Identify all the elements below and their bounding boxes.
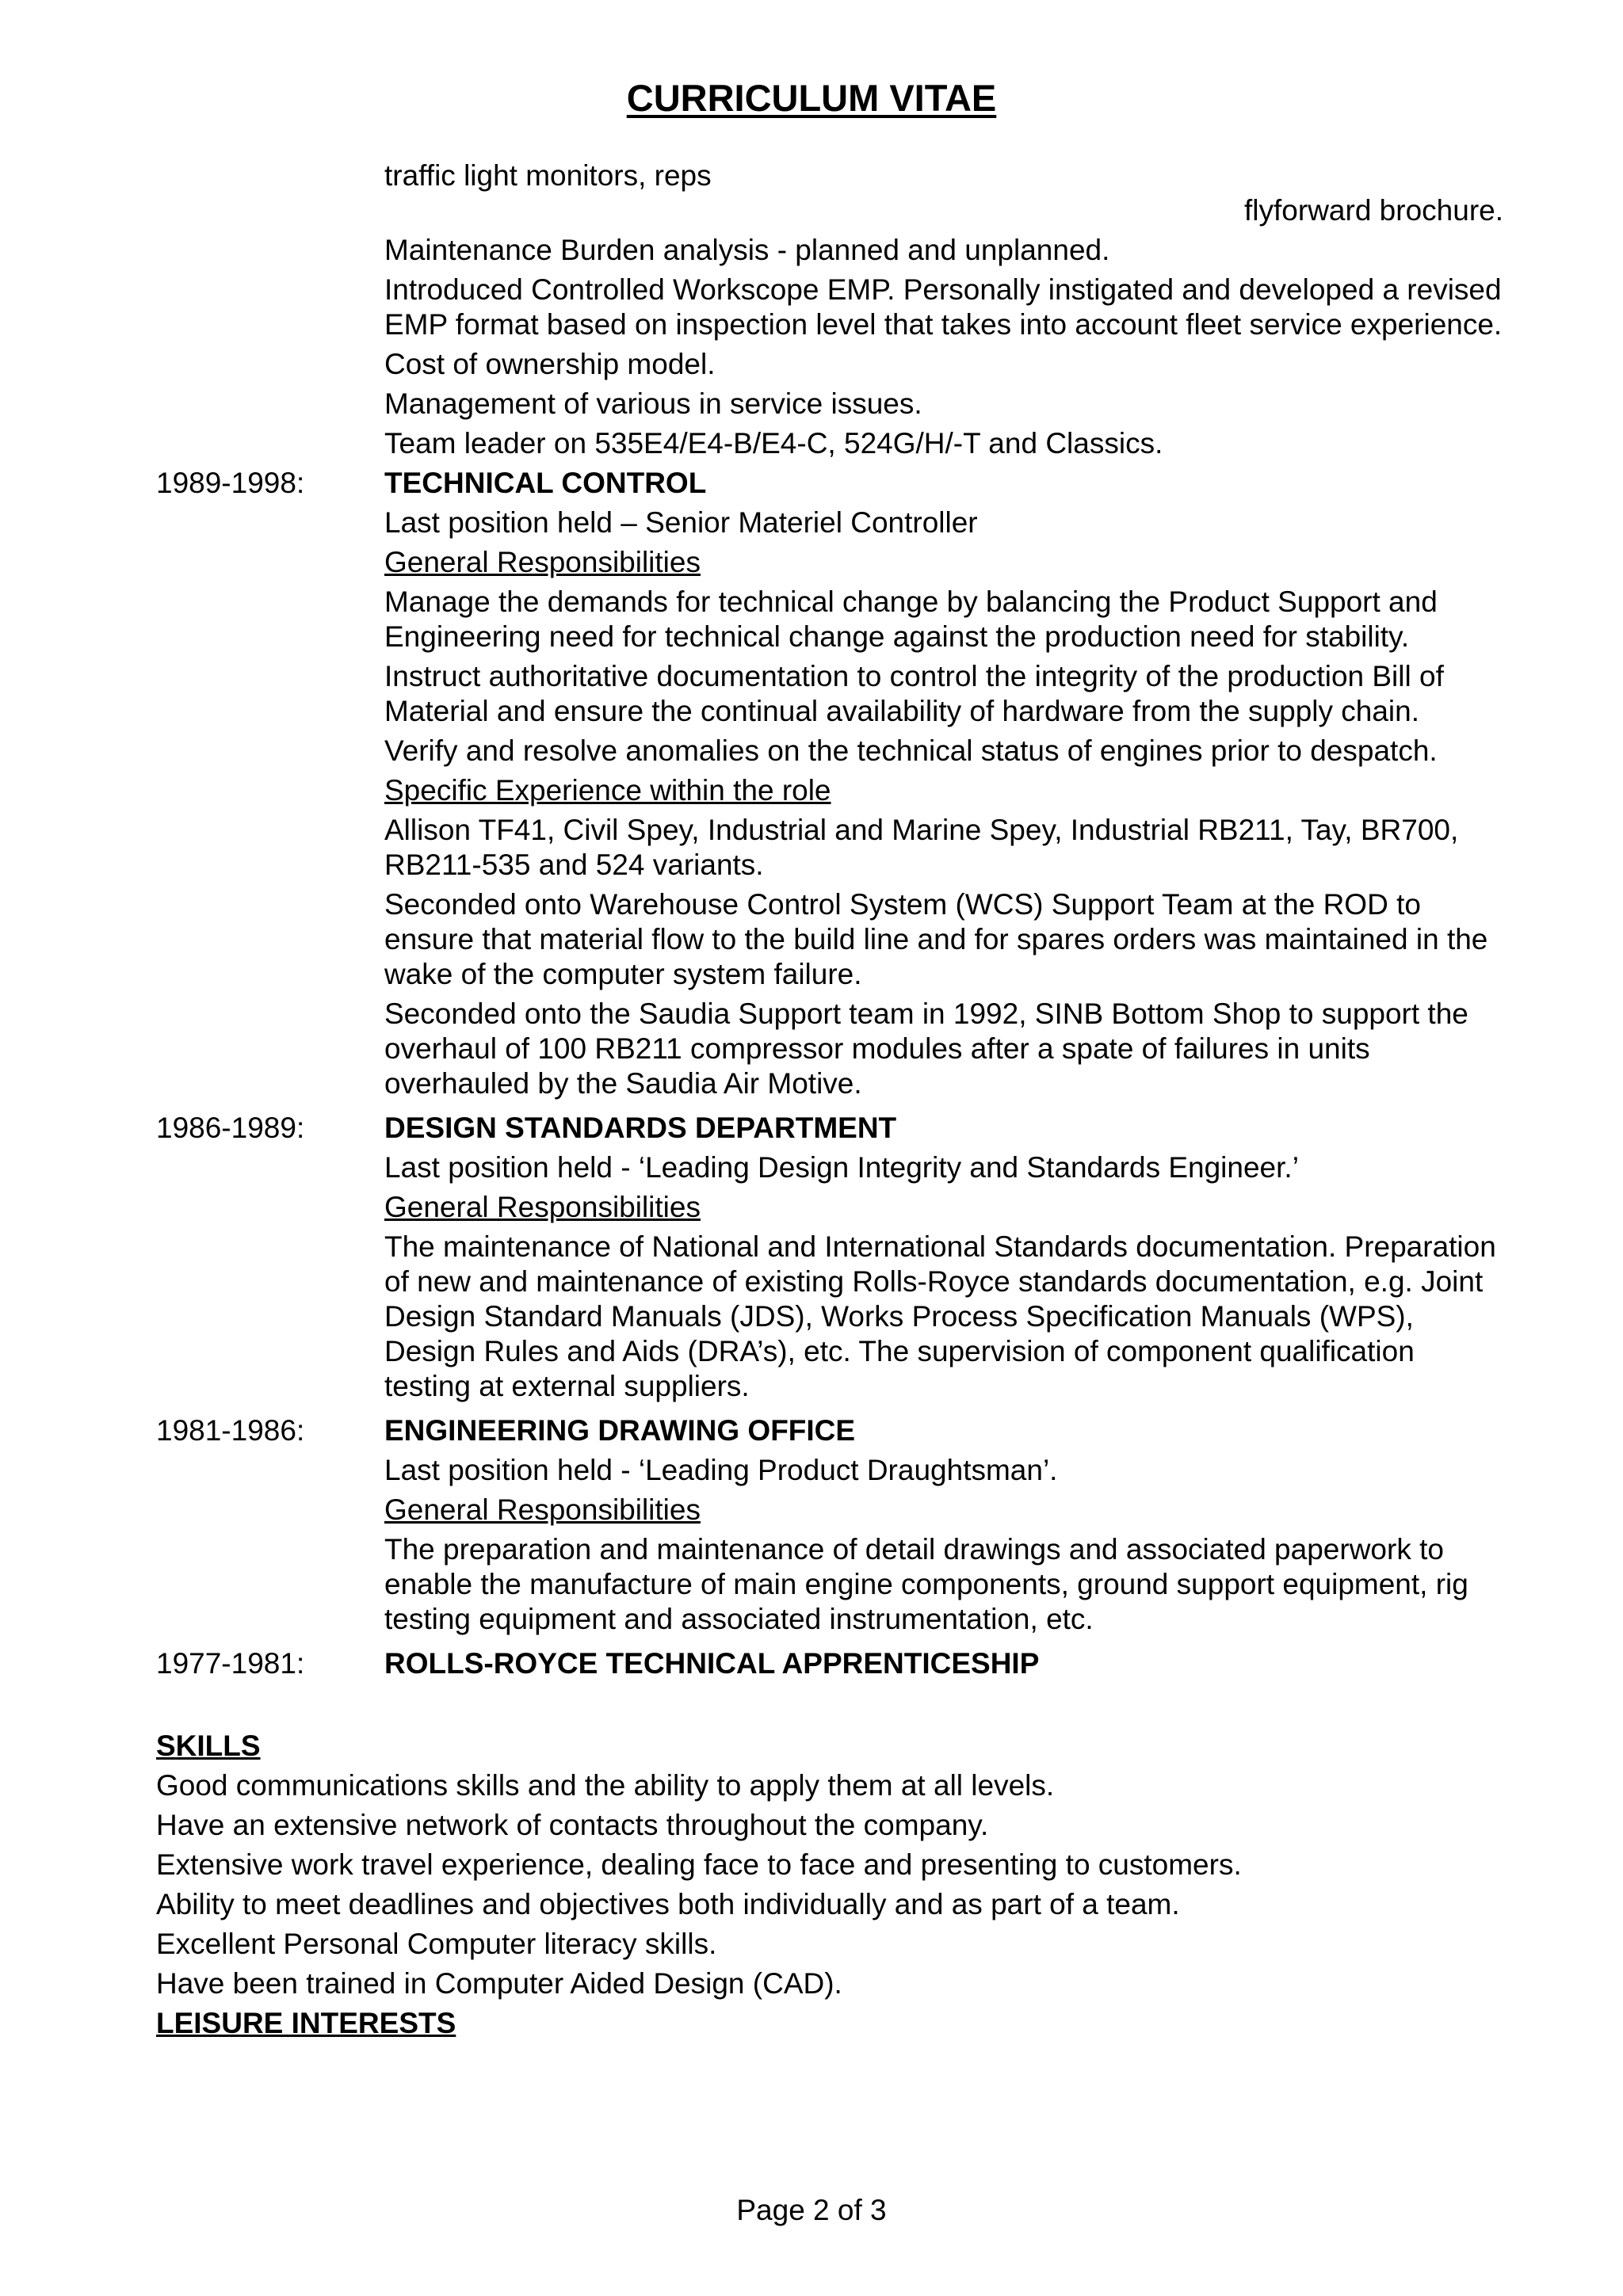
entry-body — [384, 1413, 1503, 1642]
entry-body — [384, 1111, 1503, 1409]
entry-resp: Instruct authoritative documentation to control the integrity of the production Bill of Material and ensure the continual availability of hardware from the supply chain. — [384, 660, 1444, 727]
entry-resp: The preparation and maintenance of detail drawings and associated paperwork to enable the manufacture of main engine components, ground support equipment, rig testing equipment and associated instrumentation, etc. — [384, 1533, 1468, 1635]
entry-subheading: General Responsibilities — [384, 546, 701, 578]
intro-block — [156, 158, 1503, 461]
entry-date: 1986-1989: — [156, 1112, 305, 1144]
entry-body — [384, 466, 1503, 1106]
skill-item: Have an extensive network of contacts throughout the company. — [156, 1809, 989, 1841]
entry-subheading: Specific Experience within the role — [384, 774, 831, 807]
career-entry-technical-control — [156, 466, 1503, 1106]
entry-resp: Verify and resolve anomalies on the technical status of engines prior to despatch. — [384, 734, 1438, 767]
cv-content — [156, 158, 1503, 2046]
skill-item: Excellent Personal Computer literacy skills. — [156, 1928, 717, 1960]
entry-position: Last position held - ‘Leading Product Draughtsman’. — [384, 1454, 1058, 1486]
entry-date: 1977-1981: — [156, 1647, 305, 1680]
entry-date: 1981-1986: — [156, 1414, 305, 1447]
intro-line: Management of various in service issues. — [384, 387, 922, 420]
page-title: CURRICULUM VITAE — [626, 77, 997, 119]
skill-item: Good communications skills and the ability to apply them at all levels. — [156, 1769, 1055, 1802]
entry-heading: DESIGN STANDARDS DEPARTMENT — [384, 1112, 897, 1144]
leisure-heading: LEISURE INTERESTS — [156, 2007, 456, 2039]
intro-line: Cost of ownership model. — [384, 348, 716, 380]
entry-resp: Manage the demands for technical change by balancing the Product Support and Engineering need for technical change against the production need for stability. — [384, 585, 1438, 653]
entry-exp: Allison TF41, Civil Spey, Industrial and Marine Spey, Industrial RB211, Tay, BR700, RB211-535 and 524 variants. — [384, 814, 1459, 881]
intro-line: Maintenance Burden analysis - planned and unplanned. — [384, 234, 1110, 266]
entry-resp: The maintenance of National and International Standards documentation. Preparation of new and maintenance of existing Rolls-Royce standards documentation, e.g. Joint Design Standard Manuals (JDS), Works Process Specification Manuals (WPS), Design Rules and Aids (DRA’s), etc. The supervision of component qualification testing at external suppliers. — [384, 1230, 1496, 1402]
intro-line-right: flyforward brochure. — [1244, 194, 1503, 227]
entry-subheading: General Responsibilities — [384, 1191, 701, 1223]
skills-section — [156, 1729, 1503, 2001]
career-entry-design-standards — [156, 1111, 1503, 1409]
entry-date: 1989-1998: — [156, 467, 305, 499]
page-number: Page 2 of 3 — [736, 2194, 887, 2226]
intro-line: traffic light monitors, reps — [384, 159, 712, 192]
career-entry-drawing-office — [156, 1413, 1503, 1642]
skill-item: Ability to meet deadlines and objectives both individually and as part of a team. — [156, 1888, 1180, 1920]
entry-exp: Seconded onto Warehouse Control System (WCS) Support Team at the ROD to ensure that material flow to the build line and for spares orders was maintained in the wake of the computer system failure. — [384, 888, 1488, 990]
career-entry-apprenticeship — [156, 1646, 1503, 1681]
intro-line: Introduced Controlled Workscope EMP. Personally instigated and developed a revised EMP format based on inspection level that takes into account fleet service experience. — [384, 273, 1503, 341]
entry-exp: Seconded onto the Saudia Support team in 1992, SINB Bottom Shop to support the overhaul of 100 RB211 compressor modules after a spate of failures in units overhauled by the Saudia Air Motive. — [384, 997, 1468, 1100]
leisure-section — [156, 2006, 1503, 2041]
skill-item: Have been trained in Computer Aided Design (CAD). — [156, 1967, 842, 2000]
entry-heading: TECHNICAL CONTROL — [384, 467, 707, 499]
entry-body — [384, 1646, 1503, 1681]
entry-position: Last position held – Senior Materiel Controller — [384, 506, 978, 539]
entry-position: Last position held - ‘Leading Design Integrity and Standards Engineer.’ — [384, 1151, 1299, 1184]
entry-heading: ENGINEERING DRAWING OFFICE — [384, 1414, 856, 1447]
entry-subheading: General Responsibilities — [384, 1493, 701, 1526]
skills-heading: SKILLS — [156, 1730, 261, 1762]
intro-line: Team leader on 535E4/E4-B/E4-C, 524G/H/-T and Classics. — [384, 427, 1163, 460]
entry-heading: ROLLS-ROYCE TECHNICAL APPRENTICESHIP — [384, 1647, 1040, 1680]
skill-item: Extensive work travel experience, dealing face to face and presenting to customers. — [156, 1848, 1242, 1881]
